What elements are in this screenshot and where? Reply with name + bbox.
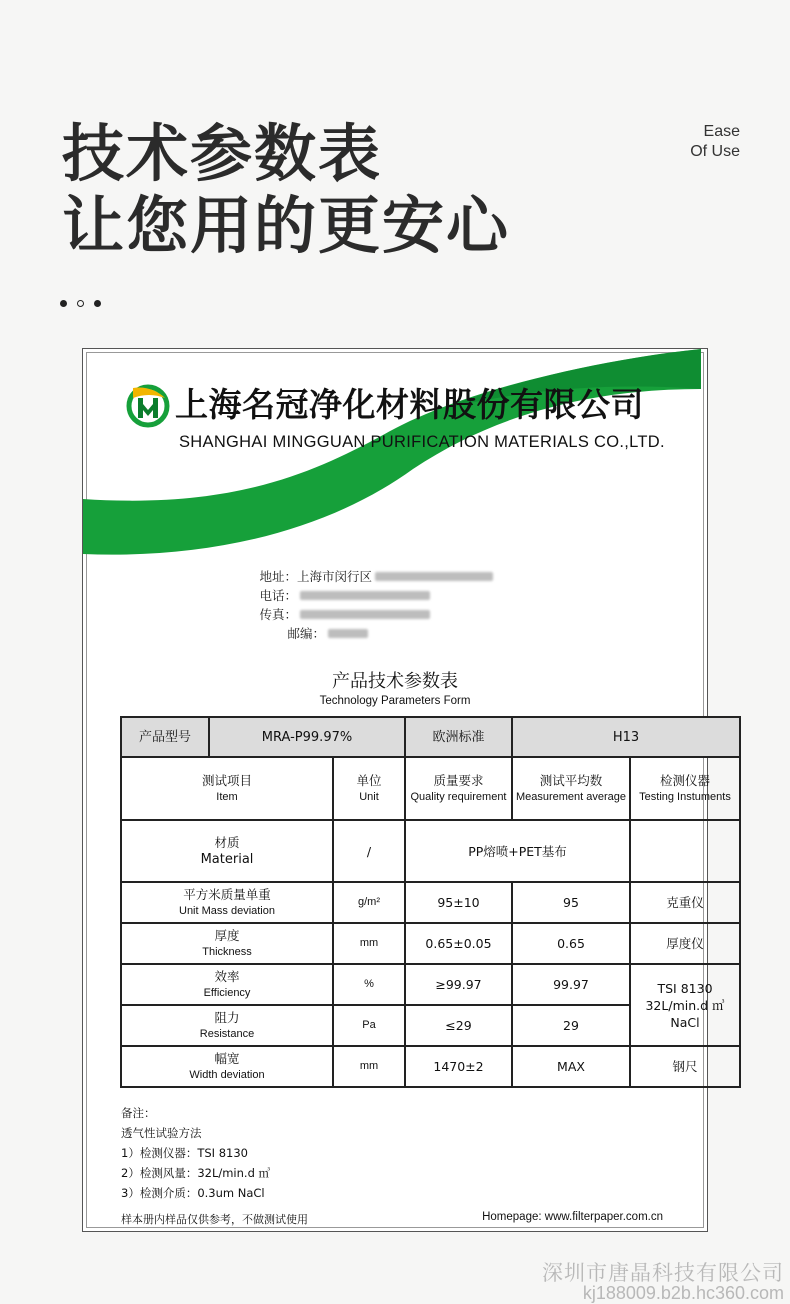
row-average: 29 [512, 1005, 630, 1046]
tsi-line1: TSI 8130 [657, 980, 713, 996]
header-quality-en: Quality requirement [410, 790, 507, 803]
row-item-en: Unit Mass deviation [179, 904, 275, 917]
row-item [121, 1046, 333, 1087]
row-instrument: 厚度仪 [630, 923, 740, 964]
row-item [121, 1005, 333, 1046]
redacted-phone [300, 591, 430, 600]
fax-label: 传真： [259, 607, 297, 622]
row-item [121, 882, 333, 923]
standard-label: 欧洲标准 [405, 717, 512, 757]
zip-label: 邮编： [287, 626, 325, 641]
watermark-url: kj188009.b2b.hc360.com [582, 1283, 784, 1303]
hero-title-line1: 技术参数表 [62, 117, 383, 190]
table-row [121, 923, 740, 964]
material-en: Material [200, 852, 254, 867]
row-item [121, 923, 333, 964]
table-row [121, 964, 740, 1005]
row-item-cn: 效率 [214, 968, 240, 984]
header-average [512, 757, 630, 820]
tsi-instrument [630, 964, 740, 1046]
header-item-en: Item [216, 790, 238, 803]
table-row [121, 717, 740, 757]
row-item-cn: 平方米质量单重 [183, 886, 271, 902]
spec-document [82, 348, 731, 1232]
mg-leaf-logo-icon [125, 382, 171, 428]
form-subtitle: Technology Parameters Form [319, 695, 471, 707]
watermark-company: 深圳市唐晶科技有限公司 [542, 1261, 784, 1285]
header-item [121, 757, 333, 820]
address-value: 上海市闵行区 [297, 569, 373, 584]
pagination-dots [60, 300, 101, 307]
row-average: 95 [512, 882, 630, 923]
row-item-en: Resistance [199, 1027, 255, 1040]
notes-item: 3）检测介质：0.3um NaCl [121, 1186, 265, 1200]
material-instrument [630, 820, 740, 882]
header-unit-cn: 单位 [356, 772, 382, 788]
header-unit-en: Unit [359, 790, 379, 803]
row-item-en: Efficiency [203, 986, 251, 999]
row-unit: Pa [333, 1005, 405, 1046]
notes-item: 1）检测仪器：TSI 8130 [121, 1146, 248, 1160]
address-row [253, 567, 493, 586]
sample-disclaimer: 样本册内样品仅供参考，不做测试使用 [121, 1213, 308, 1226]
row-requirement: 95±10 [405, 882, 512, 923]
notes-title: 备注： [121, 1106, 156, 1120]
redacted-zip [328, 629, 368, 638]
row-requirement: 0.65±0.05 [405, 923, 512, 964]
row-item [121, 964, 333, 1005]
dot-icon [60, 300, 67, 307]
tsi-line2: 32L/min.d ㎥ [645, 997, 725, 1013]
spec-table [120, 716, 741, 1088]
material-value: PP熔喷+PET基布 [405, 820, 630, 882]
table-header-row [121, 757, 740, 820]
material-unit: / [333, 820, 405, 882]
header-item-cn: 测试项目 [201, 772, 252, 788]
contact-block [253, 567, 493, 643]
header-average-en: Measurement average [515, 790, 627, 803]
dot-hollow-icon [77, 300, 84, 307]
header-quality [405, 757, 512, 820]
phone-row [253, 586, 493, 605]
ease-tag-line2: Of Use [690, 143, 740, 160]
company-name-cn: 上海名冠净化材料股份有限公司 [175, 385, 644, 424]
material-cn: 材质 [214, 835, 240, 850]
row-average: 0.65 [512, 923, 630, 964]
row-unit: g/m² [333, 882, 405, 923]
row-item-cn: 幅宽 [214, 1050, 240, 1066]
model-value: MRA-P99.97% [209, 717, 405, 757]
notes-item: 2）检测风量：32L/min.d ㎥ [121, 1166, 271, 1180]
row-unit: mm [333, 923, 405, 964]
notes-method: 透气性试验方法 [121, 1126, 202, 1140]
row-item-en: Thickness [202, 945, 252, 958]
row-item-cn: 阻力 [214, 1009, 240, 1025]
ease-tag-line1: Ease [703, 123, 740, 140]
ease-of-use-tag [690, 122, 740, 162]
row-unit: % [333, 964, 405, 1005]
fax-row [253, 605, 493, 624]
row-instrument: 钢尺 [630, 1046, 740, 1087]
tsi-line3: NaCl [670, 1014, 700, 1030]
model-label: 产品型号 [121, 717, 209, 757]
homepage-link[interactable]: Homepage: www.filterpaper.com.cn [482, 1211, 663, 1223]
row-average: 99.97 [512, 964, 630, 1005]
table-row [121, 1046, 740, 1087]
address-label: 地址： [259, 569, 297, 584]
notes-block [121, 1103, 270, 1203]
company-name-en: SHANGHAI MINGGUAN PURIFICATION MATERIALS CO.,LTD. [179, 433, 665, 451]
hero-title [62, 118, 510, 262]
header-instrument [630, 757, 740, 820]
header-average-cn: 测试平均数 [539, 772, 603, 788]
standard-value: H13 [512, 717, 740, 757]
zip-row [253, 624, 493, 643]
hero-title-line2: 让您用的更安心 [62, 189, 511, 262]
row-requirement: 1470±2 [405, 1046, 512, 1087]
redacted-address [375, 572, 493, 581]
header-quality-cn: 质量要求 [433, 772, 484, 788]
phone-label: 电话： [259, 588, 297, 603]
row-unit: mm [333, 1046, 405, 1087]
row-requirement: ≥99.97 [405, 964, 512, 1005]
redacted-fax [300, 610, 430, 619]
row-average: MAX [512, 1046, 630, 1087]
header-unit [333, 757, 405, 820]
table-row [121, 820, 740, 882]
header-instrument-en: Testing Instuments [639, 790, 731, 803]
row-requirement: ≤29 [405, 1005, 512, 1046]
header-instrument-cn: 检测仪器 [660, 772, 711, 788]
row-item-en: Width deviation [189, 1068, 265, 1081]
dot-icon [94, 300, 101, 307]
row-instrument: 克重仪 [630, 882, 740, 923]
table-row [121, 882, 740, 923]
material-item [121, 820, 333, 882]
form-title: 产品技术参数表 [332, 671, 458, 692]
row-item-cn: 厚度 [214, 927, 240, 943]
